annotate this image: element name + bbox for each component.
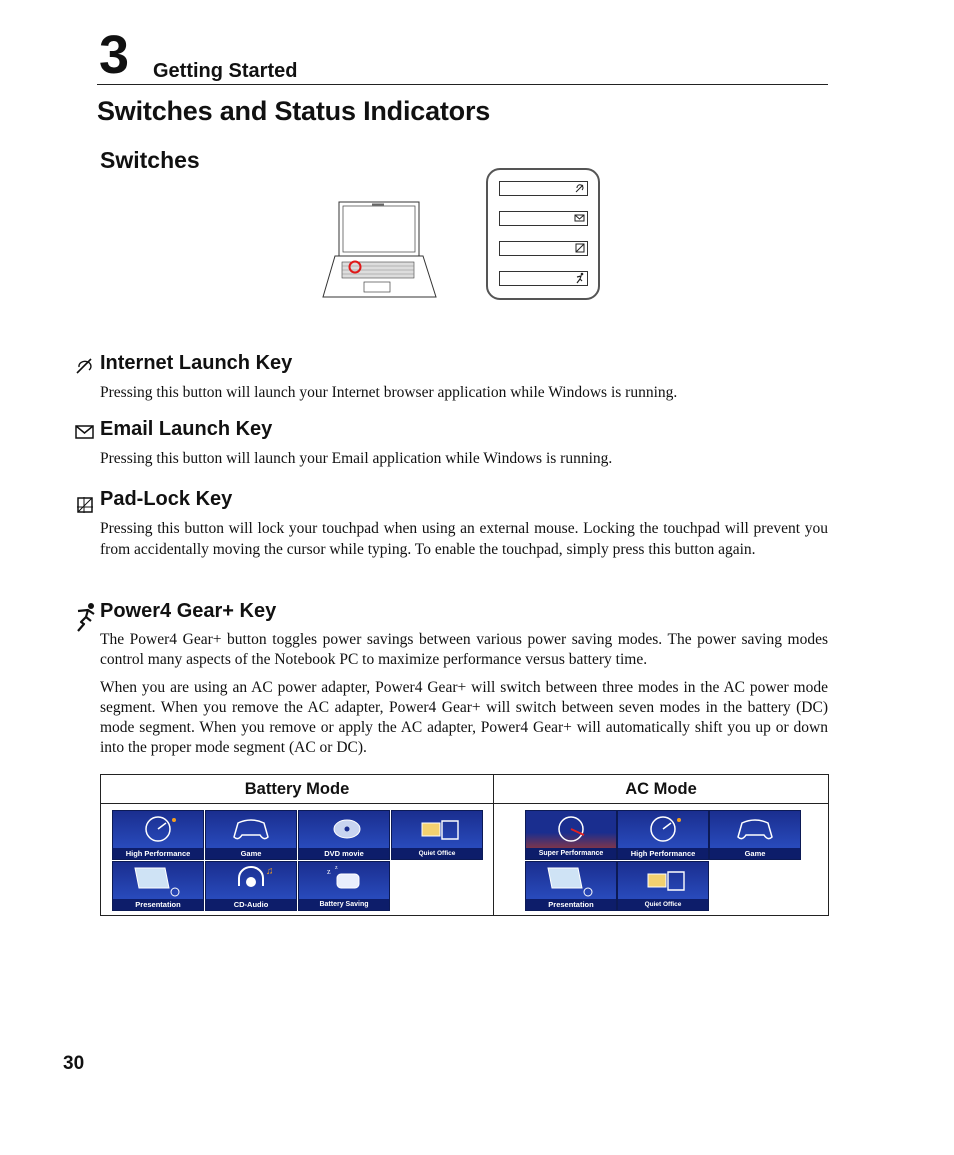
table-divider: [493, 775, 494, 915]
switch-keys-panel: [486, 168, 600, 300]
mode-label: Game: [206, 848, 296, 859]
sleeping-battery-icon: [299, 862, 389, 899]
padlock-icon: [574, 242, 586, 254]
ac-mode-tile: [617, 810, 709, 860]
gauge-icon: [618, 811, 708, 848]
ac-mode-tile: [617, 861, 709, 911]
padlock-key-text: Pressing this button will lock your touchpad when using an external mouse. Locking the touchpad will prevent you from accidentally moving the cursor while typing. To enable the touchpad, simply press this button again.: [100, 520, 828, 558]
battery-mode-header: Battery Mode: [101, 775, 493, 804]
power4-key-heading: Power4 Gear+ Key: [100, 600, 277, 622]
folder-mail-icon: [392, 811, 482, 848]
padlock-icon: [74, 494, 96, 514]
battery-mode-tile: [112, 810, 204, 860]
mode-label: Quiet Office: [392, 848, 482, 859]
gauge-icon: [113, 811, 203, 848]
svg-text:z: z: [335, 865, 338, 871]
ac-mode-tile: [525, 810, 617, 860]
email-key: [499, 211, 588, 226]
padlock-key-heading: Pad-Lock Key: [100, 488, 233, 510]
headphones-icon: [206, 862, 296, 899]
battery-mode-tile: [112, 861, 204, 911]
power4-key: [499, 271, 588, 286]
mode-label: Battery Saving: [299, 899, 389, 910]
power4-key-text-1: The Power4 Gear+ button toggles power savings between various power saving modes. The power saving modes control many aspects of the Notebook PC to maximize performance versus battery time.: [100, 631, 828, 668]
gamepad-icon: [206, 811, 296, 848]
dvd-disc-icon: [299, 811, 389, 848]
notebook-illustration: [320, 200, 440, 302]
padlock-key: [499, 241, 588, 256]
mode-label: Super Performance: [526, 848, 616, 859]
power4-key-text-2: When you are using an AC power adapter, Power4 Gear+ will switch between three modes in the AC power mode segment. When you remove the AC adapter, Power4 Gear+ will switch between seven modes in the battery (DC) mode segment. When you remove or apply the AC adapter, Power4 Gear+ will automatically shift you up or down into the proper mode segment (AC or DC).: [100, 679, 828, 756]
internet-key: [499, 181, 588, 196]
gamepad-icon: [710, 811, 800, 848]
gauge-icon: [526, 811, 616, 848]
internet-icon: [74, 356, 96, 376]
battery-mode-tile: [205, 810, 297, 860]
battery-mode-tile: [298, 810, 390, 860]
ac-mode-tile: [709, 810, 801, 860]
folder-mail-icon: [618, 862, 708, 899]
battery-mode-tile: [205, 861, 297, 911]
internet-key-text: Pressing this button will launch your Internet browser application while Windows is running.: [100, 384, 678, 401]
chapter-title: Getting Started: [153, 60, 298, 82]
mode-label: Quiet Office: [618, 899, 708, 910]
power4-gear-icon: [574, 272, 586, 284]
ac-mode-header: AC Mode: [494, 775, 828, 804]
presentation-icon: [526, 862, 616, 899]
svg-text:z: z: [327, 867, 331, 876]
presentation-icon: [113, 862, 203, 899]
mode-label: High Performance: [113, 848, 203, 859]
section-title: Switches: [100, 147, 200, 173]
internet-icon: [574, 182, 586, 194]
battery-mode-tile: [298, 861, 390, 911]
mode-label: Presentation: [113, 899, 203, 910]
battery-mode-tile: [391, 810, 483, 860]
power-modes-table: [100, 774, 829, 916]
header-divider: [97, 84, 828, 85]
email-key-heading: Email Launch Key: [100, 418, 273, 440]
page-number: 30: [63, 1053, 85, 1074]
mode-label: Game: [710, 848, 800, 859]
page-title: Switches and Status Indicators: [97, 96, 491, 126]
svg-text:♫: ♫: [266, 866, 274, 877]
email-icon: [574, 212, 586, 224]
email-icon: [74, 423, 96, 441]
internet-key-heading: Internet Launch Key: [100, 352, 293, 374]
mode-label: DVD movie: [299, 848, 389, 859]
mode-label: CD-Audio: [206, 899, 296, 910]
mode-label: Presentation: [526, 899, 616, 910]
email-key-text: Pressing this button will launch your Email application while Windows is running.: [100, 450, 613, 467]
ac-mode-tile: [525, 861, 617, 911]
power4-gear-icon: [74, 602, 98, 632]
chapter-number: 3: [99, 25, 130, 85]
mode-label: High Performance: [618, 848, 708, 859]
